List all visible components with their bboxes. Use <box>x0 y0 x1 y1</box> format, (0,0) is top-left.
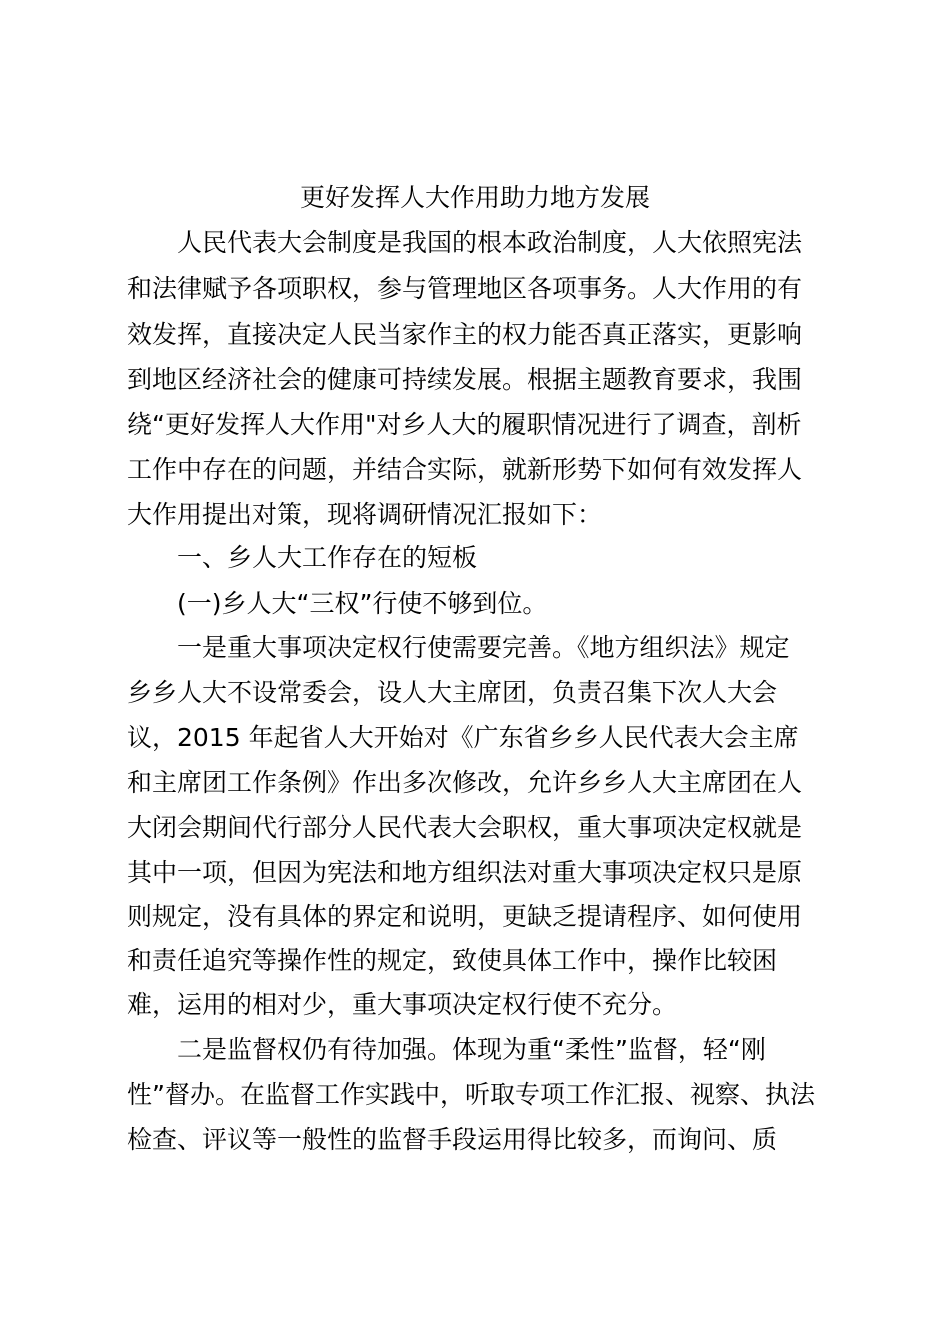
text-line: 检查、评议等一般性的监督手段运用得比较多，而询问、质 <box>127 1125 778 1154</box>
text-line: 性”督办。在监督工作实践中，听取专项工作汇报、视察、执法 <box>127 1080 815 1109</box>
text-line: 人民代表大会制度是我国的根本政治制度，人大依照宪法 <box>177 228 803 257</box>
text-line: 乡乡人大不设常委会，设人大主席团，负责召集下次人大会 <box>127 678 778 707</box>
text-line: 难，运用的相对少，重大事项决定权行使不充分。 <box>127 990 678 1019</box>
text-line: 和责任追究等操作性的规定，致使具体工作中，操作比较困 <box>127 946 778 975</box>
text-line: 其中一项，但因为宪法和地方组织法对重大事项决定权只是原 <box>127 858 803 887</box>
text-line: 效发挥，直接决定人民当家作主的权力能否真正落实，更影响 <box>127 320 803 349</box>
section-heading: 一、乡人大工作存在的短板 <box>177 543 478 572</box>
text-line: 绕“更好发挥人大作用"对乡人大的履职情况进行了调查，剖析 <box>127 410 802 439</box>
text-line: 大闭会期间代行部分人民代表大会职权，重大事项决定权就是 <box>127 813 803 842</box>
text-line: 和主席团工作条例》作出多次修改，允许乡乡人大主席团在人 <box>127 768 803 797</box>
text-line: 一是重大事项决定权行使需要完善。《地方组织法》规定 <box>177 633 790 662</box>
text-line: 工作中存在的问题，并结合实际，就新形势下如何有效发挥人 <box>127 455 803 484</box>
subsection-heading: (一)乡人大“三权”行使不够到位。 <box>177 589 548 618</box>
text-line: 大作用提出对策，现将调研情况汇报如下： <box>127 500 603 529</box>
text-line: 则规定，没有具体的界定和说明，更缺乏提请程序、如何使用 <box>127 902 803 931</box>
document-title: 更好发挥人大作用助力地方发展 <box>299 183 650 212</box>
text-line: 和法律赋予各项职权，参与管理地区各项事务。人大作用的有 <box>127 274 803 303</box>
text-line: 议，2015 年起省人大开始对《广东省乡乡人民代表大会主席 <box>127 723 799 752</box>
text-line: 到地区经济社会的健康可持续发展。根据主题教育要求，我围 <box>127 365 803 394</box>
text-line: 二是监督权仍有待加强。体现为重“柔性”监督，轻“刚 <box>177 1035 766 1064</box>
